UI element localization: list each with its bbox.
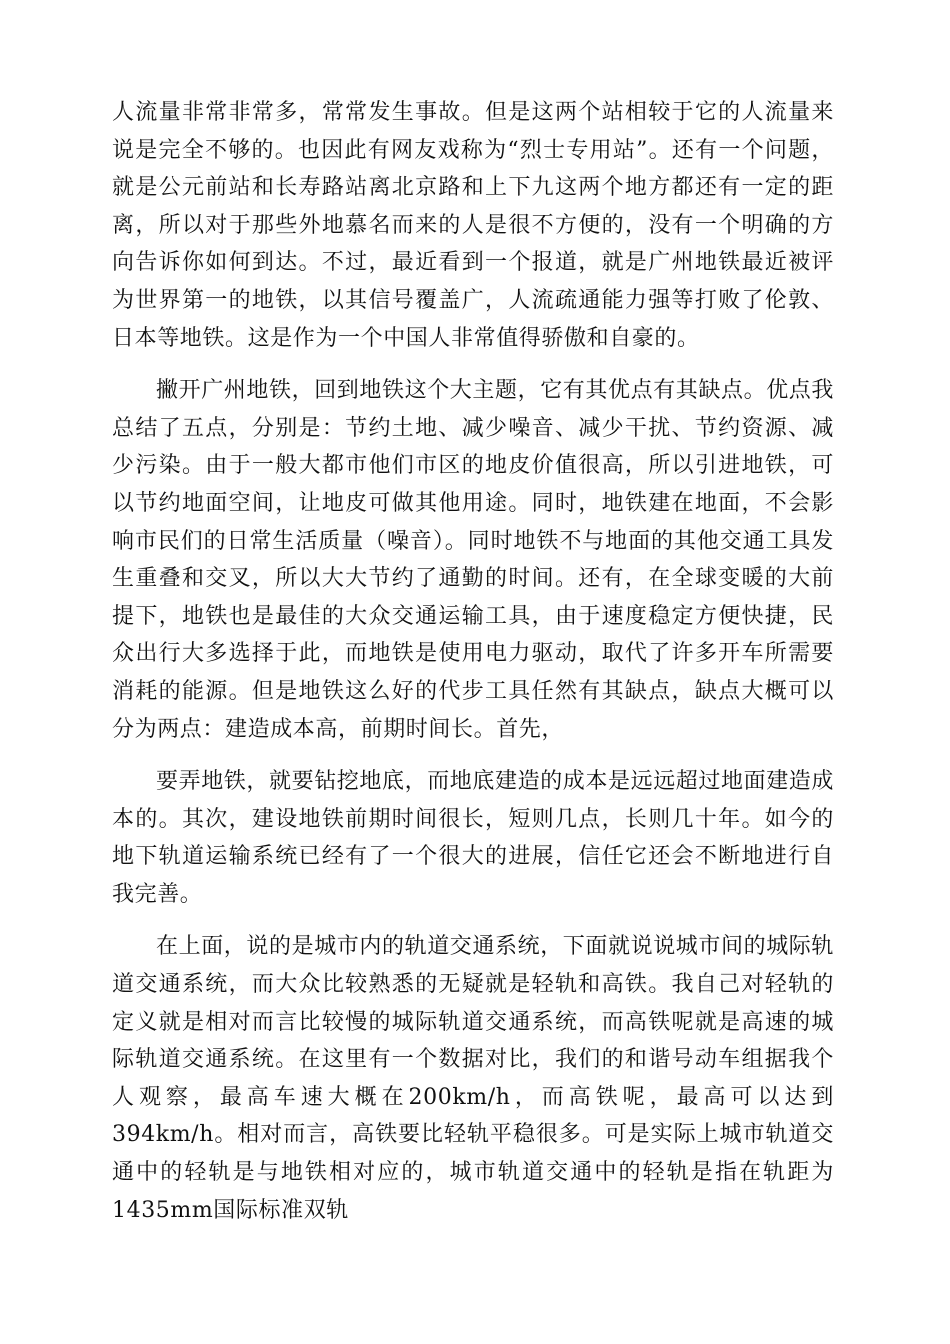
paragraph-2: 撇开广州地铁，回到地铁这个大主题，它有其优点有其缺点。优点我总结了五点，分别是：节约土地、减少噪音、减少干扰、节约资源、减少污染。由于一般大都市他们市区的地皮价值很高，所以引进地铁，可以节约地面空间，让地皮可做其他用途。同时，地铁建在地面，不会影响市民们的日常生活质量（噪音）。同时地铁不与地面的其他交通工具发生重叠和交叉，所以大大节约了通勤的时间。还有，在全球变暖的大前提下，地铁也是最佳的大众交通运输工具，由于速度稳定方便快捷，民众出行大多选择于此，而地铁是使用电力驱动，取代了许多开车所需要消耗的能源。但是地铁这么好的代步工具任然有其缺点，缺点大概可以分为两点：建造成本高，前期时间长。首先，	[112, 378, 835, 742]
paragraph-4: 在上面，说的是城市内的轨道交通系统，下面就说说城市间的城际轨道交通系统，而大众比较熟悉的无疑就是轻轨和高铁。我自己对轻轨的定义就是相对而言比较慢的城际轨道交通系统，而高铁呢就是高速的城际轨道交通系统。在这里有一个数据对比，我们的和谐号动车组据我个人观察，最高车速大概在200km/h，而高铁呢，最高可以达到394km/h。相对而言，高铁要比轻轨平稳很多。可是实际上城市轨道交通中的轻轨是与地铁相对应的，城市轨道交通中的轻轨是指在轨距为1435mm国际标准双轨	[112, 934, 835, 1223]
paragraph-3: 要弄地铁，就要钻挖地底，而地底建造的成本是远远超过地面建造成本的。其次，建设地铁前期时间很长，短则几点，长则几十年。如今的地下轨道运输系统已经有了一个很大的进展，信任它还会不断地进行自我完善。	[112, 769, 835, 907]
paragraph-1: 人流量非常非常多，常常发生事故。但是这两个站相较于它的人流量来说是完全不够的。也因此有网友戏称为“烈士专用站”。还有一个问题，就是公元前站和长寿路站离北京路和上下九这两个地方都还有一定的距离，所以对于那些外地慕名而来的人是很不方便的，没有一个明确的方向告诉你如何到达。不过，最近看到一个报道，就是广州地铁最近被评为世界第一的地铁，以其信号覆盖广，人流疏通能力强等打败了伦敦、日本等地铁。这是作为一个中国人非常值得骄傲和自豪的。	[112, 100, 834, 351]
document-body	[112, 94, 834, 1229]
